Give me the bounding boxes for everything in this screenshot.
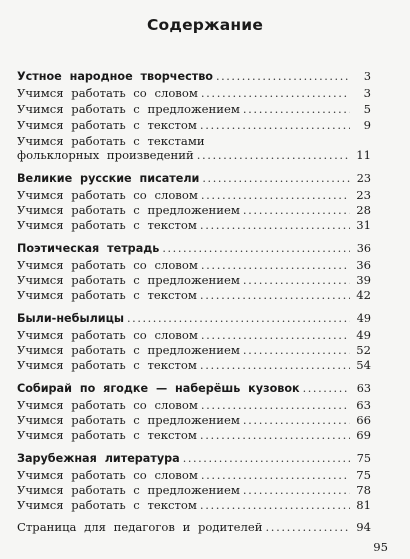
toc-section-heading: Были-небылицы ..... 49 (17, 312, 371, 326)
toc-item: Учимся работать с предложением ..... 5 (17, 102, 371, 116)
toc-item: Учимся работать с предложением ..... 39 (17, 273, 371, 287)
toc-item-teachers: Страница для педагогов и родителей ..... 94 (17, 520, 371, 534)
toc-item: Учимся работать с предложением ..... 78 (17, 483, 371, 497)
toc-section-heading: Устное народное творчество ..... 3 (17, 70, 371, 84)
toc-item: Учимся работать с предложением ..... 66 (17, 413, 371, 427)
toc-item: Учимся работать со словом ..... 63 (17, 398, 371, 412)
toc-section-heading: Великие русские писатели ..... 23 (17, 172, 371, 186)
page-title: Содержание (146, 16, 264, 34)
page-number: 95 (373, 540, 388, 554)
toc-item: Учимся работать со словом ..... 75 (17, 468, 371, 482)
toc-item: Учимся работать со словом ..... 3 (17, 86, 371, 100)
toc-item: фольклорных произведений ..... 11 (17, 148, 371, 162)
toc-item: Учимся работать с текстом ..... 81 (17, 498, 371, 512)
toc-item: Учимся работать с предложением ..... 28 (17, 203, 371, 217)
toc-section-heading: Зарубежная литература ..... 75 (17, 452, 371, 466)
toc-item: Учимся работать с текстом ..... 9 (17, 118, 371, 132)
toc-section-heading: Собирай по ягодке — наберёшь кузовок ..... 63 (17, 382, 371, 396)
toc-item: Учимся работать со словом ..... 49 (17, 328, 371, 342)
toc-item: Учимся работать с текстом ..... 42 (17, 288, 371, 302)
toc-item-line1: Учимся работать с текстами (17, 134, 205, 148)
toc-item: Учимся работать со словом ..... 36 (17, 258, 371, 272)
toc-item: Учимся работать с текстом ..... 31 (17, 218, 371, 232)
toc-item: Учимся работать с текстом ..... 54 (17, 358, 371, 372)
toc-item: Учимся работать с предложением ..... 52 (17, 343, 371, 357)
toc-item: Учимся работать со словом ..... 23 (17, 188, 371, 202)
toc-section-heading: Поэтическая тетрадь ..... 36 (17, 242, 371, 256)
toc-item: Учимся работать с текстом ..... 69 (17, 428, 371, 442)
